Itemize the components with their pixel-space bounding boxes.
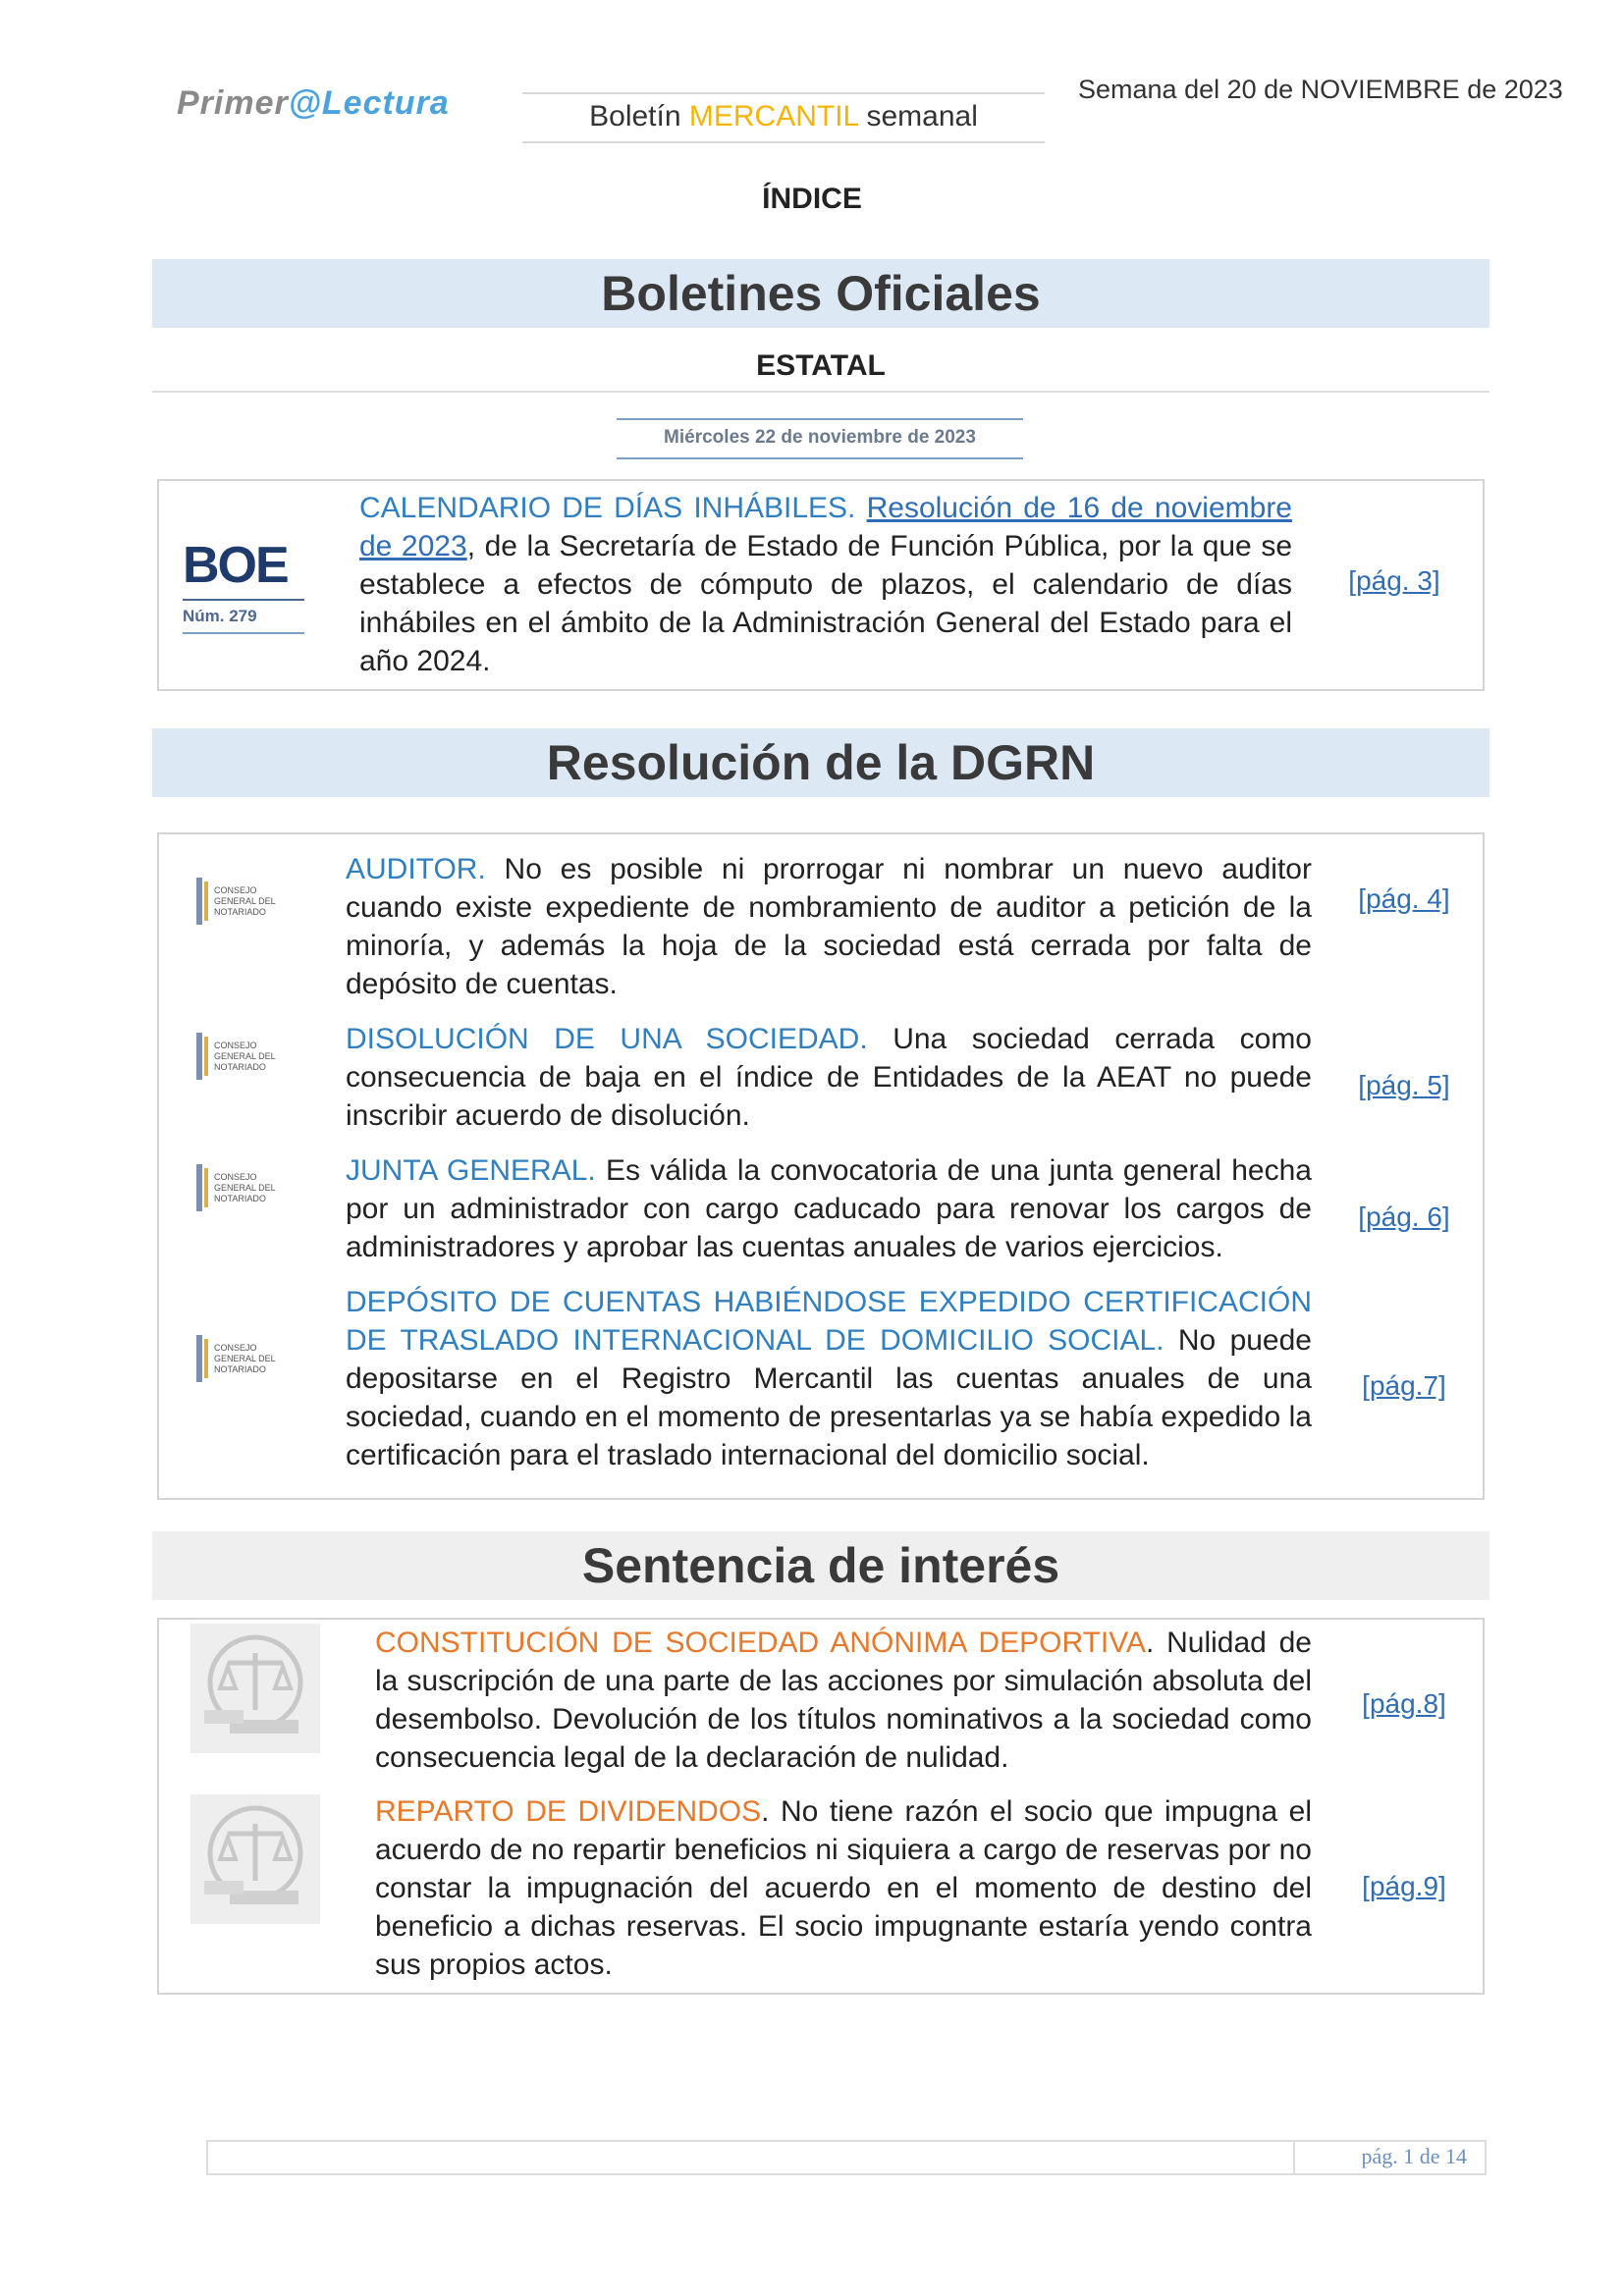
entry-body: Una sociedad cerrada como consecuencia de baja en el índice de Entidades de la AEAT no puede inscribir acuerdo de disolución. (346, 1023, 1312, 1132)
page-link-4[interactable]: [pág. 4] (1358, 883, 1450, 914)
index-heading: ÍNDICE (762, 183, 862, 215)
logo-at: @ (288, 84, 322, 122)
notariado-logo-text: CONSEJO GENERAL DEL NOTARIADO (214, 1041, 276, 1072)
notariado-logo-text: CONSEJO GENERAL DEL NOTARIADO (214, 1172, 276, 1203)
sentencia-entry-2 (375, 1792, 1312, 1984)
page-link-6[interactable]: [pág. 6] (1358, 1201, 1450, 1232)
page-link-7[interactable]: [pág.7] (1362, 1370, 1446, 1401)
section-subtitle-estatal: ESTATAL (152, 346, 1489, 393)
section-band-sentencia: Sentencia de interés (152, 1531, 1489, 1600)
section-band-dgrn: Resolución de la DGRN (152, 728, 1489, 797)
entry-body: No es posible ni prorrogar ni nombrar un nuevo auditor cuando existe expediente de nombramiento de auditor a petición de la minoría, y además la hoja de la sociedad está cerrada por falta de depósito de cuentas. (346, 853, 1312, 1000)
boe-mark: BOE (183, 537, 288, 594)
resolution-link[interactable]: Resolución de 16 de noviembre de 2023 (359, 492, 1292, 562)
entry-topic: JUNTA GENERAL. (346, 1154, 596, 1187)
page-number: pág. 1 de 14 (1361, 2144, 1467, 2168)
entry-topic: AUDITOR. (346, 853, 486, 885)
brand-logo (177, 84, 450, 123)
boe-entry-text (359, 489, 1292, 680)
notariado-logo (192, 1158, 300, 1217)
entry-body: , de la Secretaría de Estado de Función Pública, por la que se establece a efectos de cómputo de plazos, el calendario de días inhábiles en el ámbito de la Administración General del Estado para el año 2024. (359, 530, 1292, 677)
notariado-logo-text: CONSEJO GENERAL DEL NOTARIADO (214, 1343, 276, 1374)
bulletin-prefix: Boletín (589, 100, 689, 133)
logo-lectura: Lectura (321, 84, 450, 122)
entry-body: Es válida la convocatoria de una junta general hecha por un administrador con cargo caducado para renovar los cargos de administradores y aprobar las cuentas anuales de varios ejercicios. (346, 1154, 1312, 1263)
entry-topic: DEPÓSITO DE CUENTAS HABIÉNDOSE EXPEDIDO CERTIFICACIÓN DE TRASLADO INTERNACIONAL DE DOMICILIO SOCIAL. (346, 1286, 1312, 1357)
dgrn-entry-1 (346, 850, 1312, 1003)
notariado-logo (192, 1329, 300, 1388)
boe-number: Núm. 279 (183, 599, 304, 634)
bulletin-suffix: semanal (858, 100, 978, 133)
justice-scale-icon (190, 1624, 320, 1753)
week-label: Semana del 20 de NOVIEMBRE de 2023 (1078, 75, 1563, 104)
sentencia-entry-1 (375, 1624, 1312, 1777)
entry-topic: DISOLUCIÓN DE UNA SOCIEDAD. (346, 1023, 868, 1055)
bulletin-title (522, 92, 1045, 143)
page-link-5[interactable]: [pág. 5] (1358, 1070, 1450, 1100)
page-footer (206, 2140, 1487, 2175)
entry-body: . No tiene razón el socio que impugna el acuerdo de no repartir beneficios ni siquiera a cargo de reservas por no constar la impugnación del acuerdo en el momento de destino del beneficio a dichas reservas. El socio impugnante estaría yendo contra sus propios actos. (375, 1795, 1313, 1981)
notariado-logo-text: CONSEJO GENERAL DEL NOTARIADO (214, 885, 276, 917)
notariado-logo (192, 872, 300, 931)
date-banner: Miércoles 22 de noviembre de 2023 (617, 418, 1023, 459)
dgrn-entry-3 (346, 1151, 1312, 1266)
page-link-9[interactable]: [pág.9] (1362, 1871, 1446, 1901)
entry-topic: REPARTO DE DIVIDENDOS (375, 1795, 762, 1828)
justice-scale-icon (190, 1794, 320, 1924)
entry-body: No puede depositarse en el Registro Mercantil las cuentas anuales de una sociedad, cuando en el momento de presentarlas ya se había expedido la certificación para el traslado internacional del domicilio social. (346, 1324, 1312, 1471)
page-link-3[interactable]: [pág. 3] (1348, 565, 1440, 596)
bulletin-highlight: MERCANTIL (688, 100, 859, 133)
section-band-boletines: Boletines Oficiales (152, 259, 1489, 328)
page-link-8[interactable]: [pág.8] (1362, 1688, 1446, 1719)
logo-primer: Primer (177, 84, 289, 122)
dgrn-entry-2 (346, 1020, 1312, 1135)
entry-body: . Nulidad de la suscripción de una parte de las acciones por simulación absoluta del desembolso. Devolución de los títulos nominativos a la sociedad como consecuencia legal de la declaración de nulidad. (375, 1627, 1312, 1774)
dgrn-entry-4 (346, 1283, 1312, 1474)
entry-topic: CONSTITUCIÓN DE SOCIEDAD ANÓNIMA DEPORTIVA (375, 1627, 1147, 1659)
notariado-logo (192, 1027, 300, 1086)
boe-logo (183, 537, 304, 634)
entry-topic: CALENDARIO DE DÍAS INHÁBILES. (359, 492, 856, 524)
